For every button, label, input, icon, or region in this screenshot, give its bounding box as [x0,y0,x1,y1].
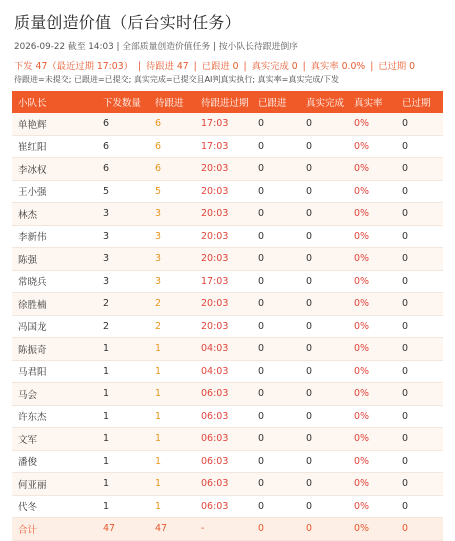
separator: | [302,61,306,72]
cell-pending-deadline: 06:03 [195,495,252,518]
cell-pending-deadline: 20:03 [195,315,252,338]
cell-expired-count: 0 [396,293,443,316]
cell-pending-deadline: 06:03 [195,428,252,451]
cell-issued-count: 2 [97,315,149,338]
cell-issued-count: 6 [97,158,149,181]
cell-followed-count: 0 [252,293,300,316]
total-row [12,518,443,541]
cell-leader-name: 冯国龙 [12,315,97,338]
table-row [12,248,443,271]
total-leader-name: 合计 [12,518,97,541]
cell-real-rate: 0% [348,338,396,361]
cell-real-done-count: 0 [300,180,348,203]
table-row [12,158,443,181]
cell-issued-count: 1 [97,473,149,496]
cell-followed-count: 0 [252,203,300,226]
cell-real-rate: 0% [348,315,396,338]
cell-expired-count: 0 [396,113,443,135]
cell-pending-count: 6 [149,135,195,158]
table-row [12,270,443,293]
cell-expired-count: 0 [396,225,443,248]
cell-pending-count: 1 [149,473,195,496]
table-row [12,495,443,518]
cell-pending-count: 1 [149,450,195,473]
cell-real-rate: 0% [348,293,396,316]
cell-followed-count: 0 [252,248,300,271]
cell-pending-count: 3 [149,203,195,226]
cell-issued-count: 3 [97,225,149,248]
cell-pending-deadline: 20:03 [195,225,252,248]
cell-real-done-count: 0 [300,270,348,293]
column-header-issued-count: 下发数量 [97,91,149,113]
cell-leader-name: 徐胜楠 [12,293,97,316]
cell-pending-deadline: 06:03 [195,450,252,473]
table-row [12,428,443,451]
cell-pending-deadline: 20:03 [195,293,252,316]
cell-leader-name: 常晓兵 [12,270,97,293]
cell-followed-count: 0 [252,315,300,338]
cell-pending-count: 1 [149,495,195,518]
cell-pending-count: 1 [149,383,195,406]
header-row [12,91,443,113]
table-row [12,135,443,158]
summary-expired: 已过期 0 [378,61,416,72]
total-issued-count: 47 [97,518,149,541]
column-header-real-rate: 真实率 [348,91,396,113]
cell-pending-deadline: 20:03 [195,180,252,203]
cell-issued-count: 2 [97,293,149,316]
separator: | [137,61,142,72]
cell-leader-name: 陈振奇 [12,338,97,361]
column-header-followed-count: 已跟进 [252,91,300,113]
cell-real-rate: 0% [348,473,396,496]
cell-real-rate: 0% [348,405,396,428]
cell-real-rate: 0% [348,360,396,383]
cell-leader-name: 李冰权 [12,158,97,181]
cell-pending-count: 5 [149,180,195,203]
cell-real-rate: 0% [348,158,396,181]
cell-real-done-count: 0 [300,405,348,428]
cell-real-done-count: 0 [300,113,348,135]
total-pending-deadline: - [195,518,252,541]
cell-real-done-count: 0 [300,473,348,496]
report-meta: 2026-09-22 截至 14:03 | 全部质量创造价值任务 | 按小队长待跟进倒序 [14,42,298,52]
cell-issued-count: 5 [97,180,149,203]
table-row [12,293,443,316]
cell-pending-deadline: 20:03 [195,248,252,271]
cell-real-done-count: 0 [300,383,348,406]
total-pending-count: 47 [149,518,195,541]
cell-expired-count: 0 [396,248,443,271]
cell-followed-count: 0 [252,450,300,473]
cell-real-done-count: 0 [300,158,348,181]
cell-real-rate: 0% [348,203,396,226]
cell-expired-count: 0 [396,315,443,338]
cell-leader-name: 王小强 [12,180,97,203]
cell-real-done-count: 0 [300,203,348,226]
cell-real-rate: 0% [348,450,396,473]
cell-issued-count: 1 [97,495,149,518]
cell-leader-name: 潘俊 [12,450,97,473]
cell-leader-name: 文军 [12,428,97,451]
cell-pending-deadline: 06:03 [195,383,252,406]
cell-expired-count: 0 [396,180,443,203]
cell-expired-count: 0 [396,270,443,293]
cell-followed-count: 0 [252,383,300,406]
table-row [12,450,443,473]
cell-issued-count: 3 [97,248,149,271]
cell-expired-count: 0 [396,158,443,181]
cell-pending-count: 1 [149,405,195,428]
cell-real-done-count: 0 [300,315,348,338]
cell-pending-count: 2 [149,315,195,338]
cell-expired-count: 0 [396,428,443,451]
cell-pending-deadline: 17:03 [195,135,252,158]
column-header-expired-count: 已过期 [396,91,443,113]
cell-followed-count: 0 [252,225,300,248]
separator: | [243,61,247,72]
cell-followed-count: 0 [252,135,300,158]
cell-pending-deadline: 17:03 [195,270,252,293]
cell-followed-count: 0 [252,428,300,451]
table-row [12,203,443,226]
cell-leader-name: 单艳辉 [12,113,97,135]
cell-issued-count: 6 [97,113,149,135]
cell-real-done-count: 0 [300,135,348,158]
cell-issued-count: 1 [97,360,149,383]
cell-leader-name: 崔红阳 [12,135,97,158]
cell-leader-name: 马会 [12,383,97,406]
cell-real-done-count: 0 [300,428,348,451]
cell-pending-count: 1 [149,360,195,383]
cell-followed-count: 0 [252,473,300,496]
cell-expired-count: 0 [396,203,443,226]
cell-pending-deadline: 06:03 [195,405,252,428]
column-header-pending-deadline: 待跟进过期 [195,91,252,113]
separator: | [193,61,197,72]
total-real-rate: 0% [348,518,396,541]
table-row [12,338,443,361]
table-row [12,113,443,135]
cell-real-rate: 0% [348,180,396,203]
cell-expired-count: 0 [396,473,443,496]
cell-leader-name: 陈强 [12,248,97,271]
cell-expired-count: 0 [396,135,443,158]
cell-real-done-count: 0 [300,495,348,518]
cell-expired-count: 0 [396,495,443,518]
cell-real-rate: 0% [348,225,396,248]
cell-leader-name: 许东杰 [12,405,97,428]
cell-issued-count: 3 [97,270,149,293]
cell-pending-count: 3 [149,270,195,293]
cell-expired-count: 0 [396,450,443,473]
cell-leader-name: 李新伟 [12,225,97,248]
cell-real-done-count: 0 [300,248,348,271]
page-title: 质量创造价值（后台实时任务） [14,13,241,32]
cell-pending-count: 6 [149,158,195,181]
cell-real-rate: 0% [348,428,396,451]
table-header [12,91,443,113]
cell-leader-name: 林杰 [12,203,97,226]
summary-real-done: 真实完成 0 [251,61,298,72]
cell-issued-count: 1 [97,428,149,451]
cell-pending-count: 6 [149,113,195,135]
cell-issued-count: 3 [97,203,149,226]
summary-line [14,58,443,72]
cell-followed-count: 0 [252,180,300,203]
cell-leader-name: 马君阳 [12,360,97,383]
column-header-pending-count: 待跟进 [149,91,195,113]
cell-real-done-count: 0 [300,450,348,473]
cell-followed-count: 0 [252,495,300,518]
summary-real-rate: 真实率 0.0% [310,61,366,72]
cell-issued-count: 1 [97,338,149,361]
cell-expired-count: 0 [396,338,443,361]
summary-followed: 已跟进 0 [201,61,239,72]
cell-followed-count: 0 [252,405,300,428]
table-row [12,405,443,428]
cell-real-rate: 0% [348,383,396,406]
cell-real-rate: 0% [348,113,396,135]
cell-expired-count: 0 [396,405,443,428]
legend-note: 待跟进=未提交; 已跟进=已提交; 真实完成=已提交且AI判真实执行; 真实率=真实完成/下发 [14,75,340,84]
table-row [12,180,443,203]
cell-followed-count: 0 [252,270,300,293]
cell-issued-count: 1 [97,383,149,406]
column-header-real-done-count: 真实完成 [300,91,348,113]
cell-leader-name: 代冬 [12,495,97,518]
cell-issued-count: 1 [97,450,149,473]
cell-pending-deadline: 20:03 [195,203,252,226]
total-followed-count: 0 [252,518,300,541]
cell-pending-count: 3 [149,225,195,248]
column-header-leader-name: 小队长 [12,91,97,113]
cell-issued-count: 1 [97,405,149,428]
cell-followed-count: 0 [252,360,300,383]
summary-pending: 待跟进 47 [146,61,189,72]
cell-real-rate: 0% [348,495,396,518]
cell-pending-deadline: 17:03 [195,113,252,135]
cell-pending-deadline: 06:03 [195,473,252,496]
cell-real-done-count: 0 [300,338,348,361]
summary-issued: 下发 47（最近过期 17:03） [14,61,133,72]
table-body [12,113,443,540]
cell-expired-count: 0 [396,383,443,406]
cell-pending-count: 2 [149,293,195,316]
team-leader-table [12,91,443,541]
cell-followed-count: 0 [252,158,300,181]
table-row [12,360,443,383]
cell-pending-count: 1 [149,428,195,451]
table-row [12,315,443,338]
cell-real-done-count: 0 [300,360,348,383]
table-row [12,383,443,406]
cell-issued-count: 6 [97,135,149,158]
cell-pending-count: 1 [149,338,195,361]
cell-followed-count: 0 [252,113,300,135]
cell-real-rate: 0% [348,135,396,158]
cell-expired-count: 0 [396,360,443,383]
cell-followed-count: 0 [252,338,300,361]
cell-real-rate: 0% [348,248,396,271]
cell-pending-count: 3 [149,248,195,271]
separator: | [370,61,374,72]
total-expired-count: 0 [396,518,443,541]
cell-real-rate: 0% [348,270,396,293]
cell-leader-name: 何亚丽 [12,473,97,496]
cell-real-done-count: 0 [300,225,348,248]
table-row [12,225,443,248]
cell-pending-deadline: 20:03 [195,158,252,181]
cell-real-done-count: 0 [300,293,348,316]
table-row [12,473,443,496]
cell-pending-deadline: 04:03 [195,360,252,383]
total-real-done-count: 0 [300,518,348,541]
cell-pending-deadline: 04:03 [195,338,252,361]
